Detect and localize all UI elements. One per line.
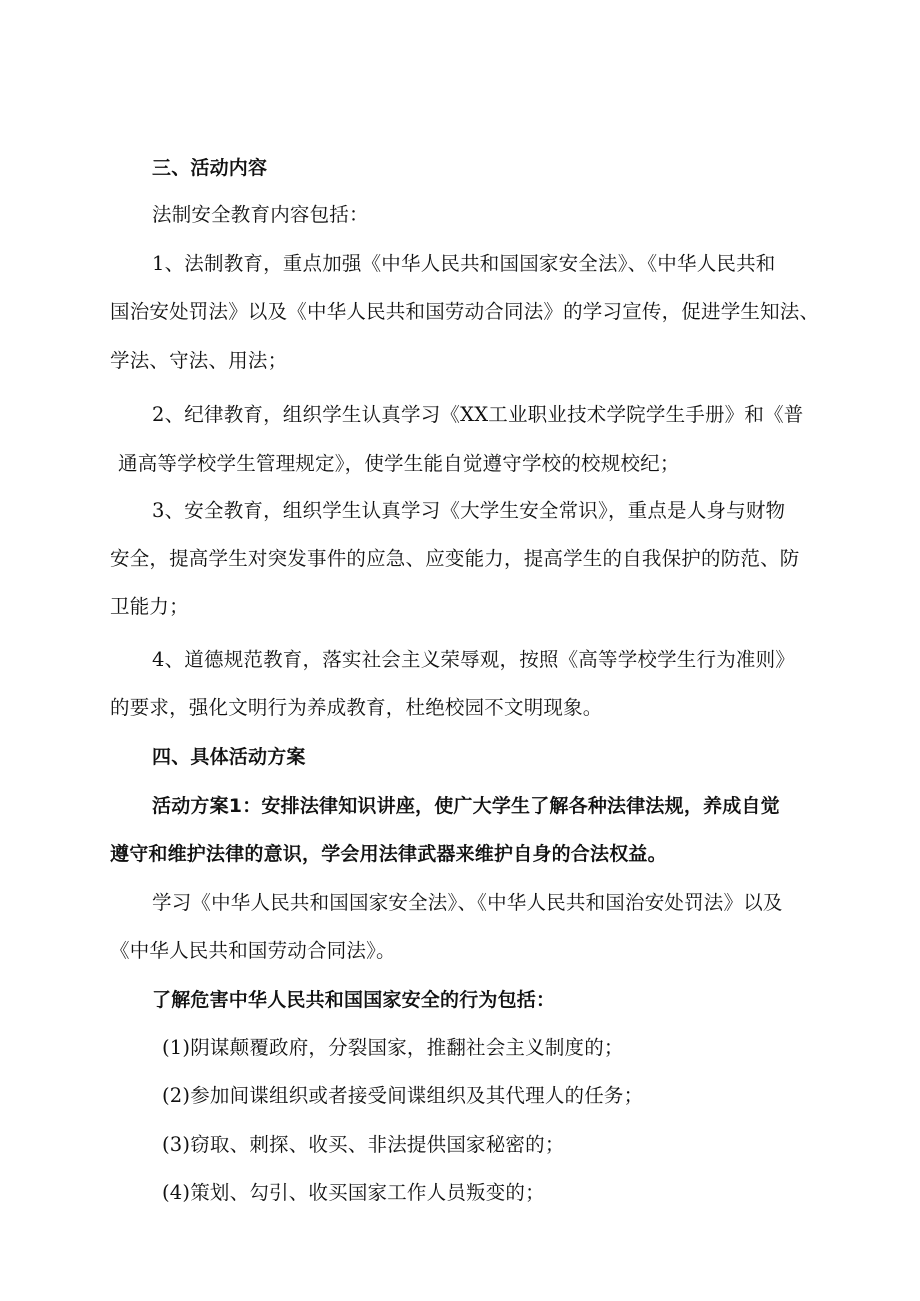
item-3-line-3: 卫能力；	[110, 595, 189, 618]
item-1-line-3: 学法、守法、用法；	[110, 349, 288, 372]
item-3-line-2: 安全，提高学生对突发事件的应急、应变能力，提高学生的自我保护的防范、防	[110, 547, 800, 570]
harm-item-2: (2)参加间谍组织或者接受间谍组织及其代理人的任务；	[162, 1084, 644, 1107]
harm-item-3: (3)窃取、刺探、收买、非法提供国家秘密的；	[162, 1133, 565, 1156]
study-line-2: 《中华人民共和国劳动合同法》。	[110, 939, 396, 962]
item-3-line-1: 3、安全教育，组织学生认真学习《大学生安全常识》，重点是人身与财物	[152, 499, 786, 522]
study-line-1: 学习《中华人民共和国国家安全法》、《中华人民共和国治安处罚法》以及	[152, 891, 783, 914]
plan-1-line-2: 遵守和维护法律的意识，学会用法律武器来维护自身的合法权益。	[110, 843, 667, 865]
harm-heading: 了解危害中华人民共和国国家安全的行为包括：	[152, 989, 556, 1011]
item-4-line-2: 的要求，强化文明行为养成教育，杜绝校园不文明现象。	[110, 696, 603, 719]
item-2-line-1: 2、纪律教育，组织学生认真学习《XX工业职业技术学院学生手册》和《普	[152, 403, 804, 426]
item-2-line-2: 通高等学校学生管理规定》，使学生能自觉遵守学校的校规校纪；	[118, 452, 680, 475]
item-1-line-2: 国治安处罚法》以及《中华人民共和国劳动合同法》的学习宣传，促进学生知法、	[110, 300, 820, 323]
section-3-heading: 三、活动内容	[152, 157, 268, 179]
education-intro: 法制安全教育内容包括：	[152, 203, 369, 226]
harm-item-4: (4)策划、勾引、收买国家工作人员叛变的；	[162, 1181, 545, 1204]
harm-item-1: (1)阴谋颠覆政府，分裂国家，推翻社会主义制度的；	[162, 1036, 624, 1059]
section-4-heading: 四、具体活动方案	[152, 746, 306, 768]
item-1-line-1: 1、法制教育，重点加强《中华人民共和国国家安全法》、《中华人民共和	[152, 252, 776, 275]
plan-1-line-1: 活动方案1：安排法律知识讲座，使广大学生了解各种法律法规，养成自觉	[152, 795, 780, 817]
item-4-line-1: 4、道德规范教育，落实社会主义荣辱观，按照《高等学校学生行为准则》	[152, 648, 796, 671]
